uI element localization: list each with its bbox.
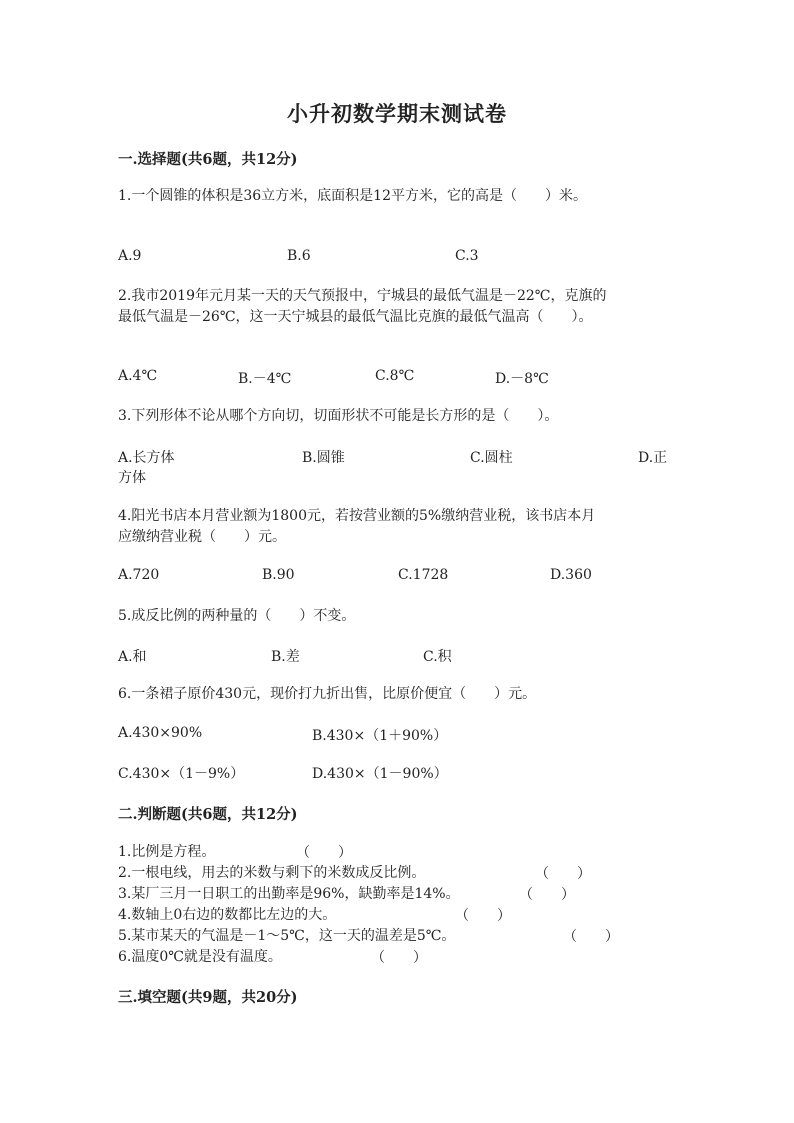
judge-item-3: 3.某厂三月一日职工的出勤率是96%，缺勤率是14%。: [118, 886, 460, 902]
option-1c: C.3: [455, 248, 479, 264]
answer-blank-2[interactable]: （ ）: [535, 866, 591, 882]
question-5: 5.成反比例的两种量的（ ）不变。: [118, 608, 356, 624]
judge-item-1: 1.比例是方程。: [118, 844, 216, 860]
page-title: 小升初数学期末测试卷: [287, 101, 507, 126]
question-2-line-2: 最低气温是－26℃，这一天宁城县的最低气温比克旗的最低气温高（ ）。: [118, 309, 593, 325]
option-6c: C.430×（1－9%）: [118, 766, 245, 782]
option-4c: C.1728: [398, 567, 449, 583]
judge-item-4: 4.数轴上0右边的数都比左边的大。: [118, 907, 337, 923]
question-4-line-2: 应缴纳营业税（ ）元。: [118, 529, 286, 545]
option-5c: C.积: [423, 649, 452, 665]
judge-item-2: 2.一根电线，用去的米数与剩下的米数成反比例。: [118, 865, 426, 881]
question-6: 6.一条裙子原价430元，现价打九折出售，比原价便宜（ ）元。: [118, 686, 537, 702]
question-2-line-1: 2.我市2019年元月某一天的天气预报中，宁城县的最低气温是－22℃，克旗的: [118, 288, 607, 304]
answer-blank-3[interactable]: （ ）: [519, 887, 575, 903]
judge-item-5: 5.某市某天的气温是－1～5℃，这一天的温差是5℃。: [118, 928, 456, 944]
judge-item-6: 6.温度0℃就是没有温度。: [118, 949, 282, 965]
section-heading-fill: 三.填空题(共9题，共20分): [118, 989, 298, 1006]
option-2c: C.8℃: [375, 368, 415, 384]
option-3d-wrap: 方体: [118, 470, 146, 486]
option-4a: A.720: [118, 567, 160, 583]
option-3c: C.圆柱: [470, 450, 513, 466]
option-3d: D.正: [638, 450, 668, 466]
option-6a: A.430×90%: [118, 725, 203, 741]
question-3: 3.下列形体不论从哪个方向切，切面形状不可能是长方形的是（ ）。: [118, 408, 559, 424]
option-6d: D.430×（1－90%）: [312, 766, 448, 782]
answer-blank-5[interactable]: （ ）: [563, 929, 619, 945]
option-2b: B.－4℃: [238, 371, 292, 387]
question-1: 1.一个圆锥的体积是36立方米，底面积是12平方米，它的高是（ ）米。: [118, 188, 587, 204]
option-4d: D.360: [550, 567, 592, 583]
option-3a: A.长方体: [118, 450, 175, 466]
option-1a: A.9: [118, 248, 142, 264]
section-heading-choice: 一.选择题(共6题，共12分): [118, 151, 298, 168]
option-5b: B.差: [271, 649, 300, 665]
option-1b: B.6: [287, 248, 311, 264]
option-5a: A.和: [118, 649, 147, 665]
option-3b: B.圆锥: [302, 450, 345, 466]
option-2a: A.4℃: [118, 368, 158, 384]
answer-blank-6[interactable]: （ ）: [371, 950, 427, 966]
answer-blank-1[interactable]: （ ）: [296, 845, 352, 861]
section-heading-judge: 二.判断题(共6题，共12分): [118, 806, 298, 823]
option-6b: B.430×（1＋90%）: [312, 728, 448, 744]
option-4b: B.90: [262, 567, 295, 583]
answer-blank-4[interactable]: （ ）: [455, 908, 511, 924]
question-4-line-1: 4.阳光书店本月营业额为1800元，若按营业额的5%缴纳营业税，该书店本月: [118, 508, 596, 524]
option-2d: D.－8℃: [495, 371, 549, 387]
